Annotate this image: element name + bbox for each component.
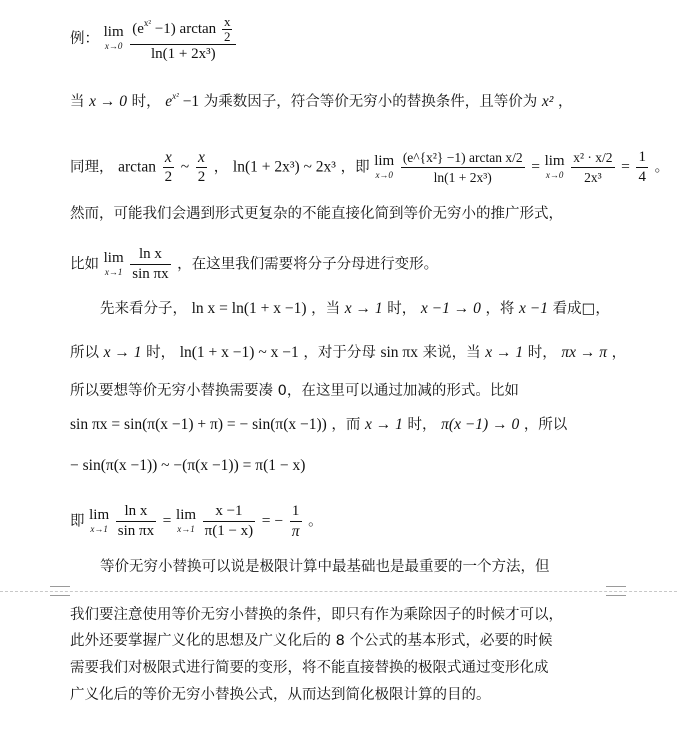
page-break xyxy=(0,585,677,599)
paragraph-3: 然而，可能我们会遇到形式更复杂的不能直接化简到等价无穷小的推广形式， xyxy=(70,206,563,222)
limit-operator-2: lim x→0 xyxy=(544,152,565,180)
paragraph-5: 先来看分子， ln x = ln(1 + x −1) ，当 x → 1 时， x −1 → 0 ，将 x −1 看成□， xyxy=(100,300,610,317)
paragraph-9: − sin(π(x −1)) ~ −(π(x −1)) = π(1 − x) xyxy=(70,457,306,474)
inner-fraction: $\frac{x}{2}$ xyxy=(223,14,231,45)
example-fraction: $(e^{x^2} -1)$ arctan $\frac{x}{2}$ ln(1 + 2x³) xyxy=(130,14,236,64)
limit-operator: lim x→0 xyxy=(374,152,395,180)
paragraph-14: 需要我们对极限式进行简要的变形，将不能直接替换的极限式通过变形化成 xyxy=(70,660,549,676)
limit-operator: lim x→1 xyxy=(89,506,110,534)
limit-operator: lim x→0 xyxy=(103,24,124,52)
paragraph-1: 当 x → 0 时， $e^{x^2} -1$ 为乘数因子，符合等价无穷小的替换条件，且等价为 x² ， xyxy=(70,91,573,110)
limit-fraction: $\frac{\text{(e\textasciicircum{}\{x²\} −1) arctan x/2}}{\text{ln(1 + 2x³)}}$ xyxy=(402,150,523,185)
example-line xyxy=(70,14,238,64)
limit-operator-2: lim x→1 xyxy=(176,506,197,534)
limit-operator: lim x→1 xyxy=(103,249,124,277)
result-fraction: $\frac{1}{\pi}$ xyxy=(291,503,300,540)
ln-over-sin-fraction: $\frac{\text{ln x}}{\text{sin πx}}$ xyxy=(117,503,155,539)
paragraph-7: 所以要想等价无穷小替换需要凑 0，在这里可以通过加减的形式。比如 xyxy=(70,383,519,399)
page-break-line xyxy=(0,591,677,592)
ln-over-sin-fraction: $\frac{\text{ln x}}{\text{sin πx}}$ xyxy=(132,246,169,282)
substituted-fraction: $\frac{\text{x² · x/2}}{\text{2x³}}$ xyxy=(573,150,613,185)
x-over-2-fraction-2: $\frac{x}{2}$ xyxy=(197,149,206,185)
page-corner-mark-right xyxy=(606,586,626,596)
substituted-fraction: $\frac{x -1}{\pi(1 - x)}$ xyxy=(204,503,254,539)
paragraph-6: 所以 x → 1 时， ln(1 + x −1) ~ x −1 ，对于分母 sin πx 来说，当 x → 1 时， πx → π ， xyxy=(70,344,627,361)
paragraph-11: 等价无穷小替换可以说是极限计算中最基础也是最重要的一个方法，但 xyxy=(100,559,550,575)
paragraph-13: 此外还要掌握广义化的思想及广义化后的 8 个公式的基本形式，必要的时候 xyxy=(70,633,553,649)
paragraph-12: 我们要注意使用等价无穷小替换的条件，即只有作为乘除因子的时候才可以， xyxy=(70,607,563,623)
paragraph-4: 比如 lim x→1 $\frac{\text{ln x}}{\text{sin πx}}$ ，在这里我们需要将分子分母进行变形。 xyxy=(70,246,439,282)
paragraph-15: 广义化后的等价无穷小替换公式，从而达到简化极限计算的目的。 xyxy=(70,687,491,703)
example-label: 例： xyxy=(70,31,99,48)
result-fraction: $\frac{1}{4}$ xyxy=(638,149,646,185)
x-over-2-fraction: $\frac{x}{2}$ xyxy=(164,149,173,185)
page-corner-mark-left xyxy=(50,586,70,596)
paragraph-2: 同理， arctan $\frac{x}{2}$ ~ $\frac{x}{2}$ ， ln(1 + 2x³) ~ 2x³ ，即 lim x→0 $\frac{\text{(e\textasciicircum{}\{x²\} −1) arctan x/2}}{\text{ln(1 + 2x³)}}$ = lim x→0 $\frac{\text{x² · x/2}}{\text{2x³}}$ = $\frac{1}{4}$ 。 xyxy=(70,149,670,185)
paragraph-8: sin πx = sin(π(x −1) + π) = − sin(π(x −1)) ，而 x → 1 时， π(x −1) → 0 ，所以 xyxy=(70,416,568,433)
paragraph-10: 即 lim x→1 $\frac{\text{ln x}}{\text{sin πx}}$ = lim x→1 $\frac{x -1}{\pi(1 - x)}$ = − $\frac{1}{\pi}$ 。 xyxy=(70,503,323,540)
